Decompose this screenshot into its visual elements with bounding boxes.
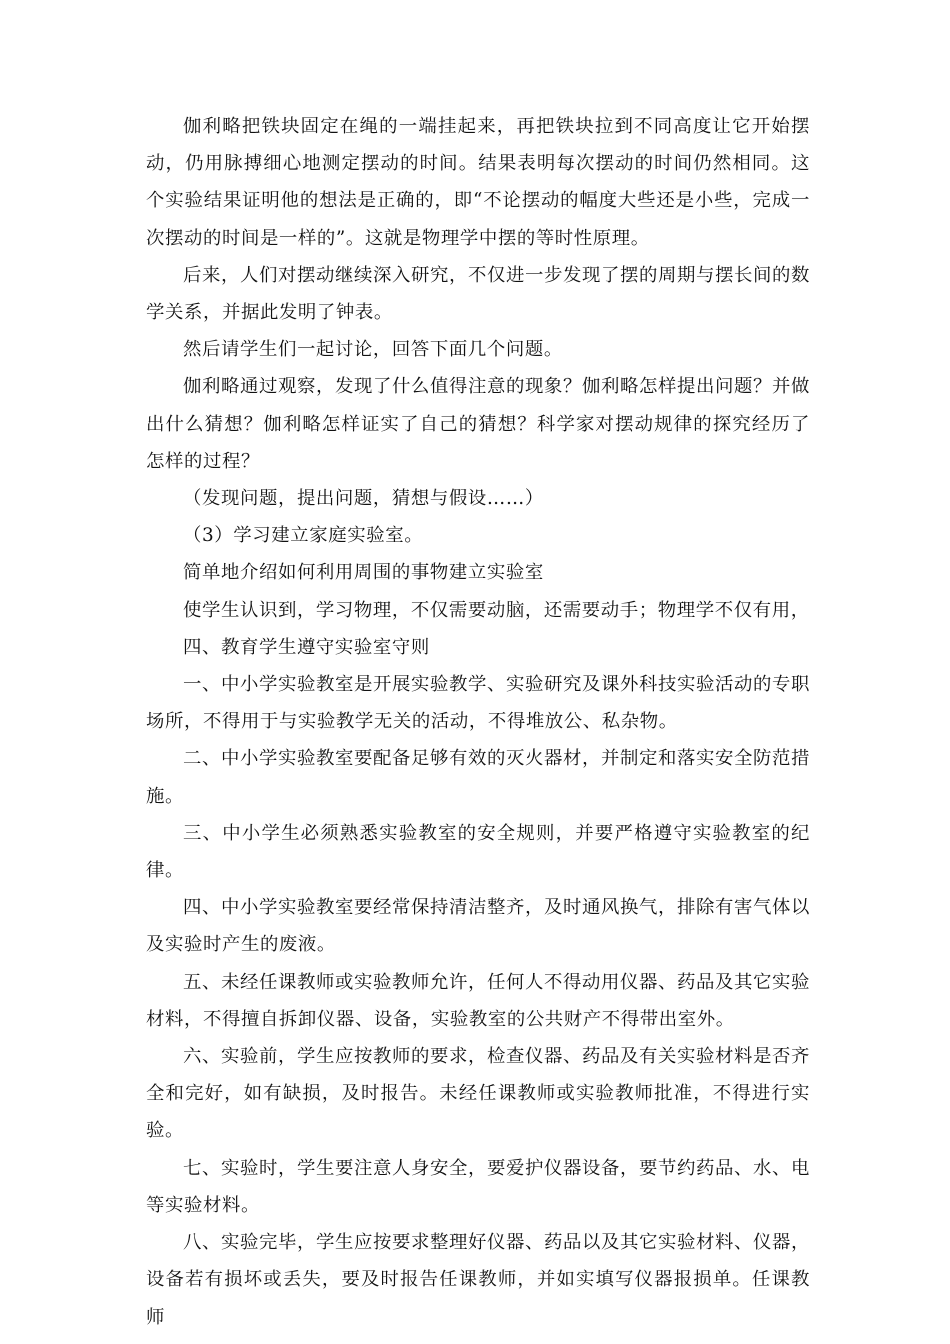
paragraph-discussion-intro: 然后请学生们一起讨论，回答下面几个问题。 xyxy=(183,339,563,361)
paragraph-learning-goal: 使学生认识到，学习物理，不仅需要动脑，还需要动手；物理学不仅有用， xyxy=(183,599,810,621)
section-heading-lab-rules: 四、教育学生遵守实验室守则 xyxy=(183,636,430,658)
paragraph-discussion-questions: 伽利略通过观察，发现了什么值得注意的现象？伽利略怎样提出问题？并做出什么猜想？伽利略怎样证实了自己的猜想？科学家对摆动规律的探究经历了怎样的过程？ xyxy=(146,376,810,472)
rule-2: 二、中小学实验教室要配备足够有效的灭火器材，并制定和落实安全防范措施。 xyxy=(146,748,810,807)
paragraph-further-research: 后来，人们对摆动继续深入研究，不仅进一步发现了摆的周期与摆长间的数学关系，并据此发明了钟表。 xyxy=(146,264,810,324)
rule-8: 八、实验完毕，学生应按要求整理好仪器、药品以及其它实验材料、仪器，设备若有损坏或丢失，要及时报告任课教师，并如实填写仪器报损单。任课教师 xyxy=(146,1232,810,1328)
rule-4: 四、中小学实验教室要经常保持清洁整齐，及时通风换气，排除有害气体以及实验时产生的废液。 xyxy=(146,897,810,956)
rule-1: 一、中小学实验教室是开展实验教学、实验研究及课外科技实验活动的专职场所，不得用于与实验教学无关的活动，不得堆放公、私杂物。 xyxy=(146,674,810,733)
rule-5: 五、未经任课教师或实验教师允许，任何人不得动用仪器、药品及其它实验材料，不得擅自拆卸仪器、设备，实验教室的公共财产不得带出室外。 xyxy=(146,971,810,1030)
paragraph-pendulum-experiment: 伽利略把铁块固定在绳的一端挂起来，再把铁块拉到不同高度让它开始摆动，仍用脉搏细心地测定摆动的时间。结果表明每次摆动的时间仍然相同。这个实验结果证明他的想法是正确的，即“不论摆动的幅度大些还是小些，完成一次摆动的时间是一样的”。这就是物理学中摆的等时性原理。 xyxy=(146,116,810,249)
document-body xyxy=(146,108,810,1336)
paragraph-home-lab-heading: （3）学习建立家庭实验室。 xyxy=(183,525,424,547)
rule-7: 七、实验时，学生要注意人身安全，要爱护仪器设备，要节约药品、水、电等实验材料。 xyxy=(146,1157,810,1216)
rule-6: 六、实验前，学生应按教师的要求，检查仪器、药品及有关实验材料是否齐全和完好，如有缺损，及时报告。未经任课教师或实验教师批准，不得进行实验。 xyxy=(146,1046,810,1142)
paragraph-home-lab-intro: 简单地介绍如何利用周围的事物建立实验室 xyxy=(183,562,544,584)
rule-3: 三、中小学生必须熟悉实验教室的安全规则，并要严格遵守实验教室的纪律。 xyxy=(146,822,810,882)
paragraph-answer-hint: （发现问题，提出问题，猜想与假设……） xyxy=(183,488,544,510)
